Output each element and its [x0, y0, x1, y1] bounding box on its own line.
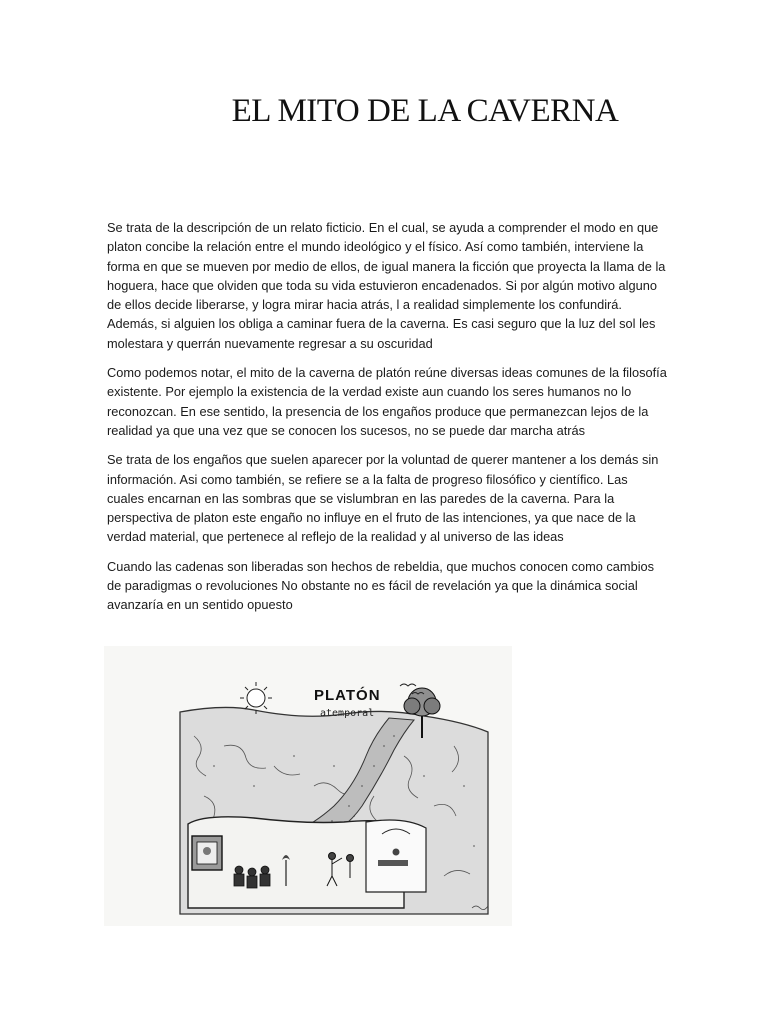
paragraph-3: Se trata de los engaños que suelen aparecer por la voluntad de querer mantener a los demás sin información. Asi como también, se refiere se a la falta de progreso filosófico y científico. Las cuales encarnan en las sombras que se vislumbran en las paredes de la caverna. Para la perspectiva de platon este engaño no influye en el fruto de las intenciones, ya que nace de la verdad material, que pertenece al reflejo de la realidad y al universo de las ideas	[107, 452, 659, 545]
paragraph-4: Cuando las cadenas son liberadas son hechos de rebeldia, que muchos conocen como cambios de paradigmas o revoluciones No obstante no es fácil de revelación ya que la dinámica social avanzaría en un sentido opuesto	[107, 558, 655, 613]
paragraph-1: Se trata de la descripción de un relato ficticio. En el cual, se ayuda a comprender el modo en que platon concibe la relación entre el mundo ideológico y el físico. Así como también, interviene la forma en que se mueven por medio de ellos, de igual manera la ficción que proyecta la llama de la hoguera, hace que olviden que toda su vida estuvieron encadenados. Si por algún motivo alguno de ellos decide liberarse, y logra mirar hacia atrás, l a realidad simplemente los confundirá. Además, si alguien los obliga a caminar fuera de la caverna. Es casi seguro que la luz del sol les molestara y querrán nuevamente regresar a su oscuridad	[107, 220, 666, 351]
illustration-caption-top: PLATÓN	[314, 687, 381, 704]
paragraph-2: Como podemos notar, el mito de la caverna de platón reúne diversas ideas comunes de la filosofía existente. Por ejemplo la existencia de la verdad existe aun cuando los seres humanos no lo reconozcan. En ese sentido, la presencia de los engaños produce que permanezcan lejos de la realidad ya que una vez que se conocen los sucesos, no se puede dar marcha atrás	[107, 365, 667, 438]
cave-illustration	[104, 646, 512, 926]
cave-illustration-icon	[104, 646, 512, 926]
document-body	[107, 218, 667, 625]
page-title: EL MITO DE LA CAVERNA	[231, 93, 619, 129]
illustration-caption-bottom: atemporal	[320, 708, 375, 719]
